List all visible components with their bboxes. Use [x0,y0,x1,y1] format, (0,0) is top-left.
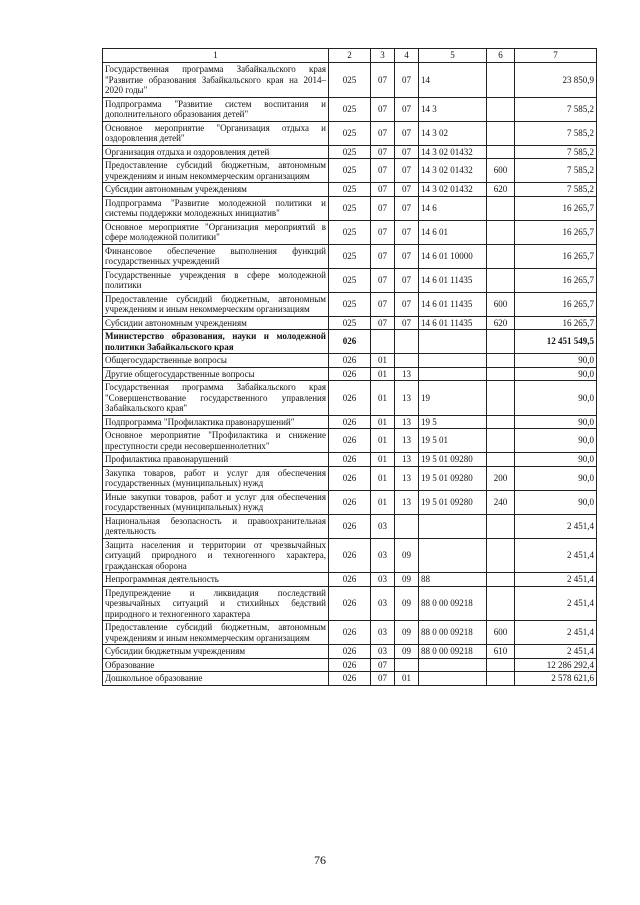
row-subsection-code: 07 [395,159,419,183]
row-name: Предупреждение и ликвидация последствий чрезвычайных ситуаций и стихийных бедствий природного и техногенного характера [103,586,329,621]
row-section-code: 07 [371,672,395,686]
table-row [103,514,597,538]
row-target-code: 14 [419,63,487,98]
row-amount: 90,0 [515,415,597,429]
row-target-code: 14 6 01 11435 [419,292,487,316]
row-subsection-code: 09 [395,586,419,621]
row-target-code: 14 6 01 [419,220,487,244]
row-expense-type [487,63,515,98]
row-section-code: 07 [371,316,395,330]
row-name: Образование [103,658,329,672]
row-name: Государственная программа Забайкальского края "Совершенствование государственного управления Забайкальского края" [103,381,329,416]
row-target-code [419,514,487,538]
row-ministry-code: 026 [329,330,371,354]
row-expense-type [487,672,515,686]
row-expense-type [487,381,515,416]
table-row [103,316,597,330]
table-row [103,244,597,268]
row-name: Профилактика правонарушений [103,453,329,467]
row-name: Дошкольное образование [103,672,329,686]
row-amount: 2 451,4 [515,514,597,538]
row-subsection-code: 09 [395,573,419,587]
row-subsection-code [395,514,419,538]
row-amount: 2 451,4 [515,573,597,587]
row-expense-type [487,586,515,621]
table-row [103,63,597,98]
row-target-code: 88 0 00 09218 [419,586,487,621]
row-amount: 90,0 [515,429,597,453]
header-col-6: 6 [487,49,515,63]
row-section-code: 07 [371,292,395,316]
row-ministry-code: 025 [329,292,371,316]
row-subsection-code: 09 [395,621,419,645]
row-ministry-code: 025 [329,97,371,121]
row-expense-type [487,121,515,145]
row-section-code: 07 [371,159,395,183]
row-subsection-code [395,330,419,354]
row-ministry-code: 026 [329,466,371,490]
row-name: Основное мероприятие "Организация мероприятий в сфере молодежной политики" [103,220,329,244]
table-row [103,658,597,672]
row-name: Общегосударственные вопросы [103,354,329,368]
header-col-2: 2 [329,49,371,63]
row-amount: 7 585,2 [515,159,597,183]
row-expense-type [487,145,515,159]
header-col-3: 3 [371,49,395,63]
row-expense-type [487,244,515,268]
row-name: Министерство образования, науки и молодежной политики Забайкальского края [103,330,329,354]
row-ministry-code: 026 [329,621,371,645]
row-name: Основное мероприятие "Профилактика и снижение преступности среди несовершеннолетних" [103,429,329,453]
row-amount: 16 265,7 [515,244,597,268]
row-target-code: 14 6 01 11435 [419,316,487,330]
row-target-code: 14 3 [419,97,487,121]
row-amount: 7 585,2 [515,183,597,197]
table-row [103,220,597,244]
row-target-code: 14 3 02 01432 [419,159,487,183]
row-ministry-code: 026 [329,367,371,381]
page-number: 76 [314,853,326,867]
row-name: Предоставление субсидий бюджетным, автономным учреждениям и иным некоммерческим организациям [103,292,329,316]
row-name: Государственные учреждения в сфере молодежной политики [103,268,329,292]
row-target-code [419,538,487,573]
row-amount: 2 578 621,6 [515,672,597,686]
row-ministry-code: 026 [329,514,371,538]
table-row [103,415,597,429]
row-subsection-code: 01 [395,672,419,686]
table-row [103,621,597,645]
row-expense-type: 620 [487,183,515,197]
table-row [103,490,597,514]
table-row [103,354,597,368]
row-target-code: 19 5 01 [419,429,487,453]
row-name: Подпрограмма "Развитие молодежной политики и системы поддержки молодежных инициатив" [103,196,329,220]
row-expense-type [487,97,515,121]
row-name: Государственная программа Забайкальского края "Развитие образования Забайкальского края на 2014–2020 годы" [103,63,329,98]
row-subsection-code: 09 [395,538,419,573]
table-row [103,453,597,467]
row-section-code: 03 [371,514,395,538]
row-section-code: 07 [371,121,395,145]
row-subsection-code: 07 [395,121,419,145]
row-ministry-code: 026 [329,672,371,686]
table-row [103,586,597,621]
row-name: Непрограммная деятельность [103,573,329,587]
row-section-code: 07 [371,220,395,244]
row-target-code: 14 3 02 01432 [419,145,487,159]
row-amount: 2 451,4 [515,621,597,645]
row-ministry-code: 025 [329,196,371,220]
row-ministry-code: 025 [329,145,371,159]
table-row [103,367,597,381]
row-subsection-code: 13 [395,490,419,514]
row-target-code: 19 5 01 09280 [419,466,487,490]
row-subsection-code: 07 [395,183,419,197]
header-col-5: 5 [419,49,487,63]
row-amount: 2 451,4 [515,645,597,659]
row-ministry-code: 026 [329,429,371,453]
header-col-1: 1 [103,49,329,63]
row-expense-type [487,220,515,244]
row-expense-type [487,415,515,429]
row-target-code: 14 6 01 10000 [419,244,487,268]
row-expense-type: 600 [487,621,515,645]
row-expense-type [487,429,515,453]
row-subsection-code: 09 [395,645,419,659]
row-section-code [371,330,395,354]
row-section-code: 01 [371,367,395,381]
row-name: Подпрограмма "Развитие систем воспитания и дополнительного образования детей" [103,97,329,121]
row-name: Субсидии автономным учреждениям [103,183,329,197]
row-ministry-code: 025 [329,220,371,244]
row-target-code: 14 6 [419,196,487,220]
row-subsection-code: 13 [395,429,419,453]
row-section-code: 01 [371,466,395,490]
row-amount: 16 265,7 [515,292,597,316]
table-row [103,268,597,292]
row-target-code [419,672,487,686]
row-expense-type [487,330,515,354]
row-name: Защита населения и территории от чрезвычайных ситуаций природного и техногенного характера, гражданская оборона [103,538,329,573]
row-subsection-code: 13 [395,381,419,416]
row-ministry-code: 026 [329,381,371,416]
row-target-code [419,658,487,672]
row-ministry-code: 026 [329,658,371,672]
row-target-code: 19 5 01 09280 [419,490,487,514]
row-ministry-code: 025 [329,268,371,292]
row-section-code: 07 [371,63,395,98]
table-row [103,466,597,490]
row-name: Субсидии автономным учреждениям [103,316,329,330]
row-ministry-code: 025 [329,244,371,268]
header-col-4: 4 [395,49,419,63]
row-target-code: 88 [419,573,487,587]
row-expense-type [487,514,515,538]
row-amount: 90,0 [515,354,597,368]
row-section-code: 07 [371,196,395,220]
row-target-code: 14 3 02 [419,121,487,145]
row-section-code: 07 [371,244,395,268]
row-subsection-code: 07 [395,316,419,330]
table-row [103,121,597,145]
row-expense-type: 240 [487,490,515,514]
table-body [103,63,597,686]
row-section-code: 01 [371,415,395,429]
row-ministry-code: 026 [329,573,371,587]
table-row [103,429,597,453]
budget-table [102,48,597,686]
table-row [103,292,597,316]
row-name: Субсидии бюджетным учреждениям [103,645,329,659]
header-col-7: 7 [515,49,597,63]
row-expense-type [487,196,515,220]
table-row [103,183,597,197]
row-amount: 16 265,7 [515,268,597,292]
row-amount: 90,0 [515,453,597,467]
row-expense-type: 600 [487,292,515,316]
row-target-code [419,354,487,368]
row-amount: 16 265,7 [515,316,597,330]
row-section-code: 03 [371,586,395,621]
row-amount: 90,0 [515,466,597,490]
row-section-code: 03 [371,645,395,659]
row-expense-type: 200 [487,466,515,490]
row-ministry-code: 026 [329,453,371,467]
row-subsection-code: 13 [395,466,419,490]
row-section-code: 07 [371,145,395,159]
row-ministry-code: 025 [329,183,371,197]
row-expense-type [487,658,515,672]
row-expense-type [487,573,515,587]
row-target-code: 14 6 01 11435 [419,268,487,292]
row-target-code: 19 5 01 09280 [419,453,487,467]
row-expense-type: 610 [487,645,515,659]
row-target-code: 88 0 00 09218 [419,645,487,659]
row-subsection-code: 07 [395,220,419,244]
table-row [103,145,597,159]
row-ministry-code: 025 [329,316,371,330]
row-subsection-code: 07 [395,63,419,98]
row-subsection-code: 07 [395,145,419,159]
row-section-code: 01 [371,381,395,416]
table-header-row [103,49,597,63]
row-subsection-code [395,658,419,672]
row-target-code: 19 5 [419,415,487,429]
row-target-code: 88 0 00 09218 [419,621,487,645]
row-subsection-code: 07 [395,97,419,121]
row-ministry-code: 026 [329,415,371,429]
row-expense-type: 620 [487,316,515,330]
row-section-code: 01 [371,354,395,368]
row-name: Основное мероприятие "Организация отдыха и оздоровления детей" [103,121,329,145]
row-subsection-code: 13 [395,453,419,467]
row-amount: 90,0 [515,381,597,416]
row-section-code: 01 [371,429,395,453]
row-expense-type [487,354,515,368]
row-subsection-code: 13 [395,367,419,381]
row-amount: 7 585,2 [515,97,597,121]
row-ministry-code: 025 [329,159,371,183]
row-section-code: 03 [371,538,395,573]
row-subsection-code: 07 [395,244,419,268]
row-section-code: 07 [371,183,395,197]
row-subsection-code: 07 [395,268,419,292]
row-name: Финансовое обеспечение выполнения функций государственных учреждений [103,244,329,268]
row-ministry-code: 026 [329,354,371,368]
table-row [103,97,597,121]
row-name: Подпрограмма "Профилактика правонарушений" [103,415,329,429]
row-target-code [419,330,487,354]
table-row [103,381,597,416]
row-amount: 7 585,2 [515,145,597,159]
row-amount: 23 850,9 [515,63,597,98]
row-expense-type: 600 [487,159,515,183]
row-section-code: 07 [371,97,395,121]
row-subsection-code [395,354,419,368]
table-row [103,645,597,659]
row-name: Закупка товаров, работ и услуг для обеспечения государственных (муниципальных) нужд [103,466,329,490]
row-name: Другие общегосударственные вопросы [103,367,329,381]
row-section-code: 01 [371,453,395,467]
row-ministry-code: 025 [329,121,371,145]
row-expense-type [487,453,515,467]
row-target-code: 19 [419,381,487,416]
row-ministry-code: 026 [329,490,371,514]
row-amount: 12 451 549,5 [515,330,597,354]
row-section-code: 01 [371,490,395,514]
row-ministry-code: 025 [329,63,371,98]
row-expense-type [487,367,515,381]
row-amount: 16 265,7 [515,196,597,220]
table-row [103,573,597,587]
table-row [103,538,597,573]
table-row [103,159,597,183]
table-row [103,672,597,686]
row-ministry-code: 026 [329,645,371,659]
row-amount: 2 451,4 [515,538,597,573]
row-expense-type [487,268,515,292]
row-amount: 90,0 [515,490,597,514]
row-subsection-code: 07 [395,292,419,316]
row-section-code: 03 [371,573,395,587]
row-target-code: 14 3 02 01432 [419,183,487,197]
row-name: Предоставление субсидий бюджетным, автономным учреждениям и иным некоммерческим организациям [103,159,329,183]
row-name: Организация отдыха и оздоровления детей [103,145,329,159]
row-section-code: 07 [371,268,395,292]
row-name: Иные закупки товаров, работ и услуг для обеспечения государственных (муниципальных) нужд [103,490,329,514]
row-amount: 90,0 [515,367,597,381]
row-expense-type [487,538,515,573]
table-row [103,330,597,354]
row-subsection-code: 13 [395,415,419,429]
row-ministry-code: 026 [329,586,371,621]
row-subsection-code: 07 [395,196,419,220]
row-section-code: 03 [371,621,395,645]
row-amount: 12 286 292,4 [515,658,597,672]
row-name: Национальная безопасность и правоохранительная деятельность [103,514,329,538]
row-section-code: 07 [371,658,395,672]
row-amount: 2 451,4 [515,586,597,621]
table-row [103,196,597,220]
row-amount: 16 265,7 [515,220,597,244]
row-ministry-code: 026 [329,538,371,573]
row-amount: 7 585,2 [515,121,597,145]
row-name: Предоставление субсидий бюджетным, автономным учреждениям и иным некоммерческим организациям [103,621,329,645]
row-target-code [419,367,487,381]
